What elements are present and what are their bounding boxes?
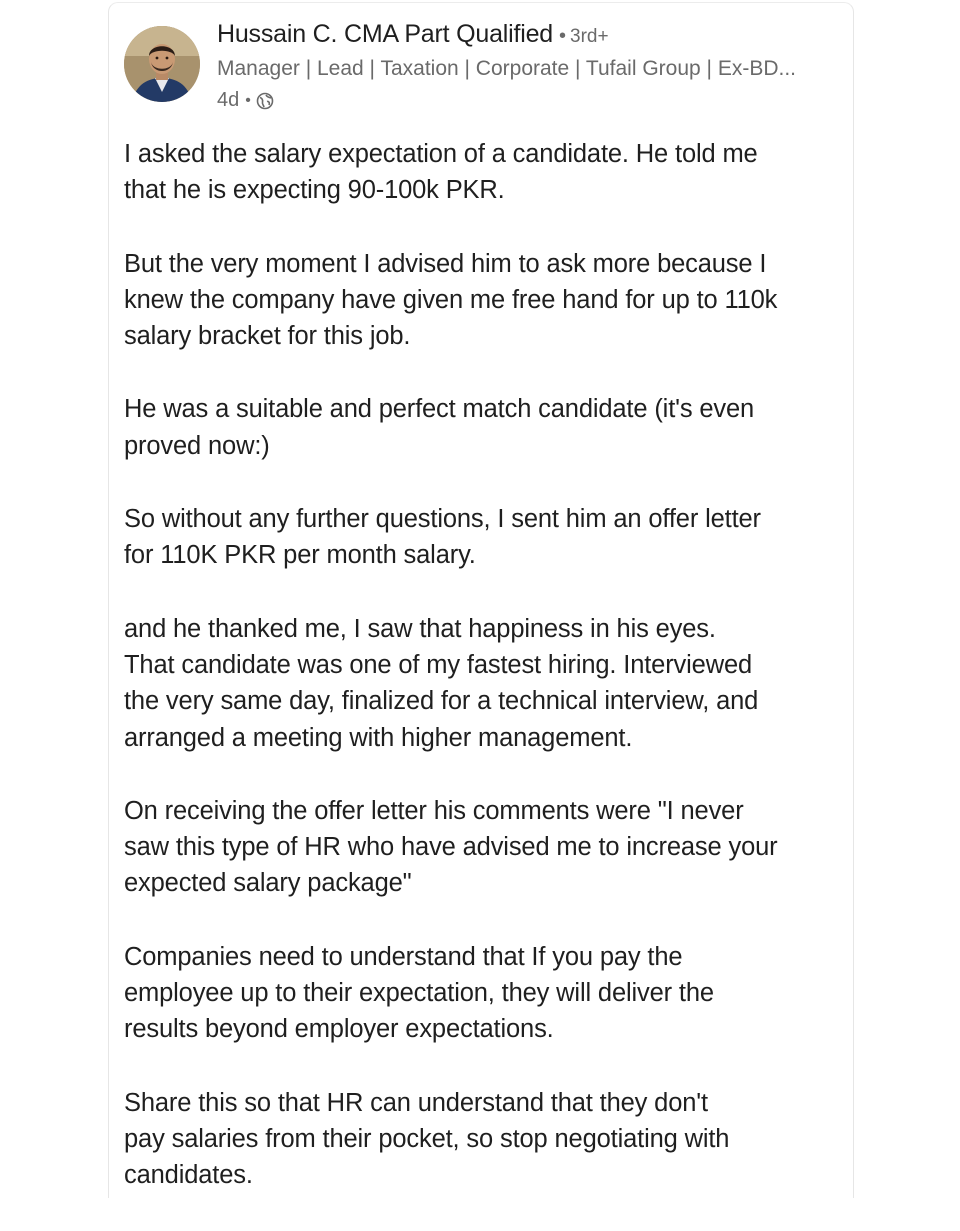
author-name[interactable]: Hussain C. CMA Part Qualified bbox=[217, 20, 553, 48]
post-paragraph bbox=[124, 611, 844, 756]
author-line bbox=[217, 20, 609, 54]
post-text-line: I asked the salary expectation of a candidate. He told me bbox=[124, 140, 758, 168]
post-paragraph bbox=[124, 1085, 844, 1194]
post-text-line: candidates. bbox=[124, 1161, 253, 1190]
post-text-line: arranged a meeting with higher management. bbox=[124, 723, 633, 752]
author-headline: Manager | Lead | Taxation | Corporate | Tufail Group | Ex-BD... bbox=[217, 57, 797, 80]
post-text-line: Companies need to understand that If you pay the bbox=[124, 942, 683, 971]
post-paragraph bbox=[124, 501, 844, 574]
post-text-line: and he thanked me, I saw that happiness in his eyes. bbox=[124, 614, 716, 643]
post-text-line: salary bracket for this job. bbox=[124, 322, 411, 351]
post-text-line: proved now:) bbox=[124, 431, 270, 460]
post-text-line: for 110K PKR per month salary. bbox=[124, 541, 476, 570]
post-paragraph bbox=[124, 939, 844, 1048]
post-text-line: That candidate was one of my fastest hiring. Interviewed bbox=[124, 650, 753, 679]
post-body bbox=[124, 136, 844, 1231]
post-text-line: But the very moment I advised him to ask more because I bbox=[124, 249, 767, 278]
post-text-line: So without any further questions, I sent him an offer letter bbox=[124, 505, 761, 534]
post-meta bbox=[217, 89, 274, 112]
post-paragraph bbox=[124, 136, 844, 209]
post-paragraph bbox=[124, 246, 844, 355]
post-time: 4d bbox=[217, 89, 240, 111]
post-text-line: saw this type of HR who have advised me to increase your bbox=[124, 833, 778, 862]
post-text-line: He was a suitable and perfect match candidate (it's even bbox=[124, 395, 755, 424]
meta-separator: • bbox=[245, 91, 251, 109]
post-paragraph bbox=[124, 793, 844, 902]
connection-degree: 3rd+ bbox=[570, 26, 609, 47]
post-text-line: that he is expecting 90-100k PKR. bbox=[124, 176, 505, 205]
post-paragraph bbox=[124, 391, 844, 464]
post-text-line: pay salaries from their pocket, so stop negotiating with bbox=[124, 1124, 730, 1153]
post-text-line: employee up to their expectation, they will deliver the bbox=[124, 979, 714, 1008]
post-text-line: results beyond employer expectations. bbox=[124, 1015, 554, 1044]
post-text-line: On receiving the offer letter his comments were "I never bbox=[124, 796, 744, 825]
post-text-line: the very same day, finalized for a technical interview, and bbox=[124, 687, 759, 716]
post-text-line: Share this so that HR can understand that they don't bbox=[124, 1088, 708, 1117]
post-text-line: expected salary package" bbox=[124, 869, 412, 898]
globe-icon bbox=[256, 92, 274, 110]
avatar[interactable] bbox=[124, 26, 200, 102]
post-text-line: knew the company have given me free hand for up to 110k bbox=[124, 285, 778, 314]
author-photo bbox=[124, 26, 200, 102]
author-separator: • bbox=[559, 25, 567, 47]
